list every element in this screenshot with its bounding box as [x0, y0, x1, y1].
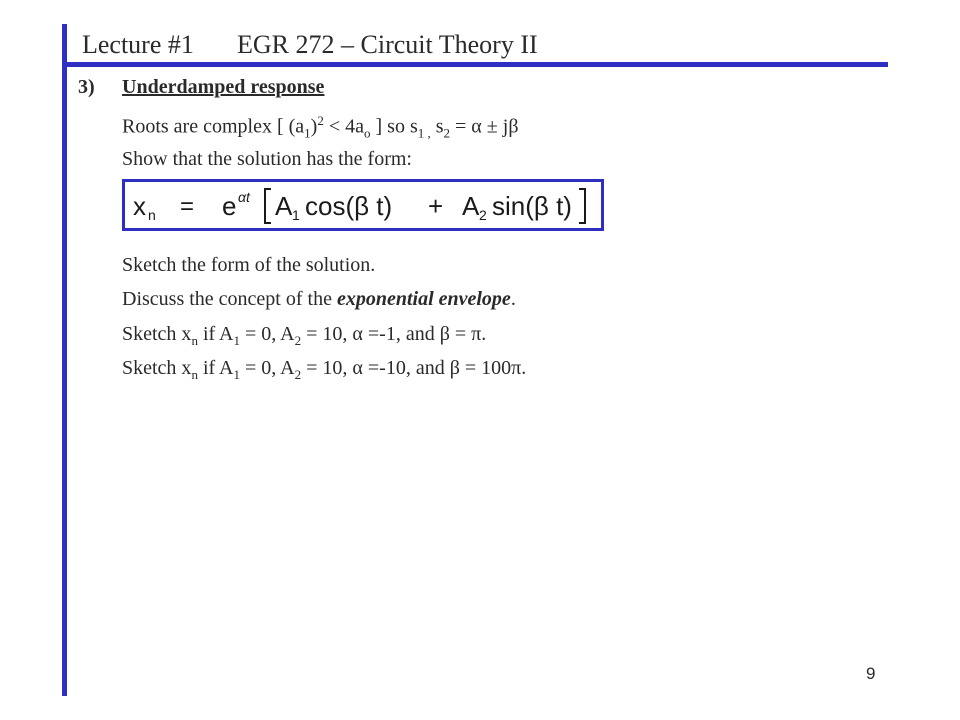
eq-x: x: [133, 191, 146, 221]
eq-equals: =: [180, 193, 195, 220]
eq-A2: A: [462, 191, 480, 221]
eq-x-sub: n: [148, 207, 156, 223]
solution-equation: [125, 182, 601, 228]
sketch-case-2-line: Sketch $x_n$ if $A_1 = 0$, $A_2 = 10$, α =-10, and β = 100π.: [122, 357, 527, 382]
sketch-case-1-line: Sketch $x_n$ if $A_1 = 0$, $A_2 = 10$, α =-1, and β = π.: [122, 323, 487, 348]
eq-plus: +: [428, 191, 444, 221]
lecture-number: Lecture #1: [82, 30, 194, 59]
right-bracket: [579, 189, 585, 223]
page-number: 9: [866, 664, 876, 683]
header-underline-rule: [62, 62, 888, 67]
course-title: EGR 272 – Circuit Theory II: [237, 30, 538, 59]
left-vertical-rule: [62, 24, 67, 696]
section-title: Underdamped response: [122, 76, 325, 98]
section-number: 3): [78, 76, 95, 98]
eq-cos: cos(β t): [305, 191, 393, 221]
eq-exponent: αt: [238, 189, 250, 205]
eq-A2-sub: 2: [479, 207, 487, 223]
eq-sin: sin(β t): [492, 191, 572, 221]
exponential-envelope-term: exponential envelope: [336, 288, 511, 310]
show-form-line: Show that the solution has the form:: [122, 148, 412, 170]
discuss-line: Discuss the concept of the exponential envelope.: [122, 288, 516, 310]
solution-equation-box: [122, 179, 604, 231]
left-bracket: [265, 189, 271, 223]
sketch-form-line: Sketch the form of the solution.: [122, 254, 376, 276]
eq-e: e: [222, 191, 237, 221]
eq-A1-sub: 1: [292, 207, 300, 223]
eq-A1: A: [275, 191, 293, 221]
roots-line: Roots are complex [ $(a_1)^2 < 4a_o$ ] so $s_{1 ,}$ $s_2 = \alpha \pm j\beta$: [122, 113, 519, 141]
